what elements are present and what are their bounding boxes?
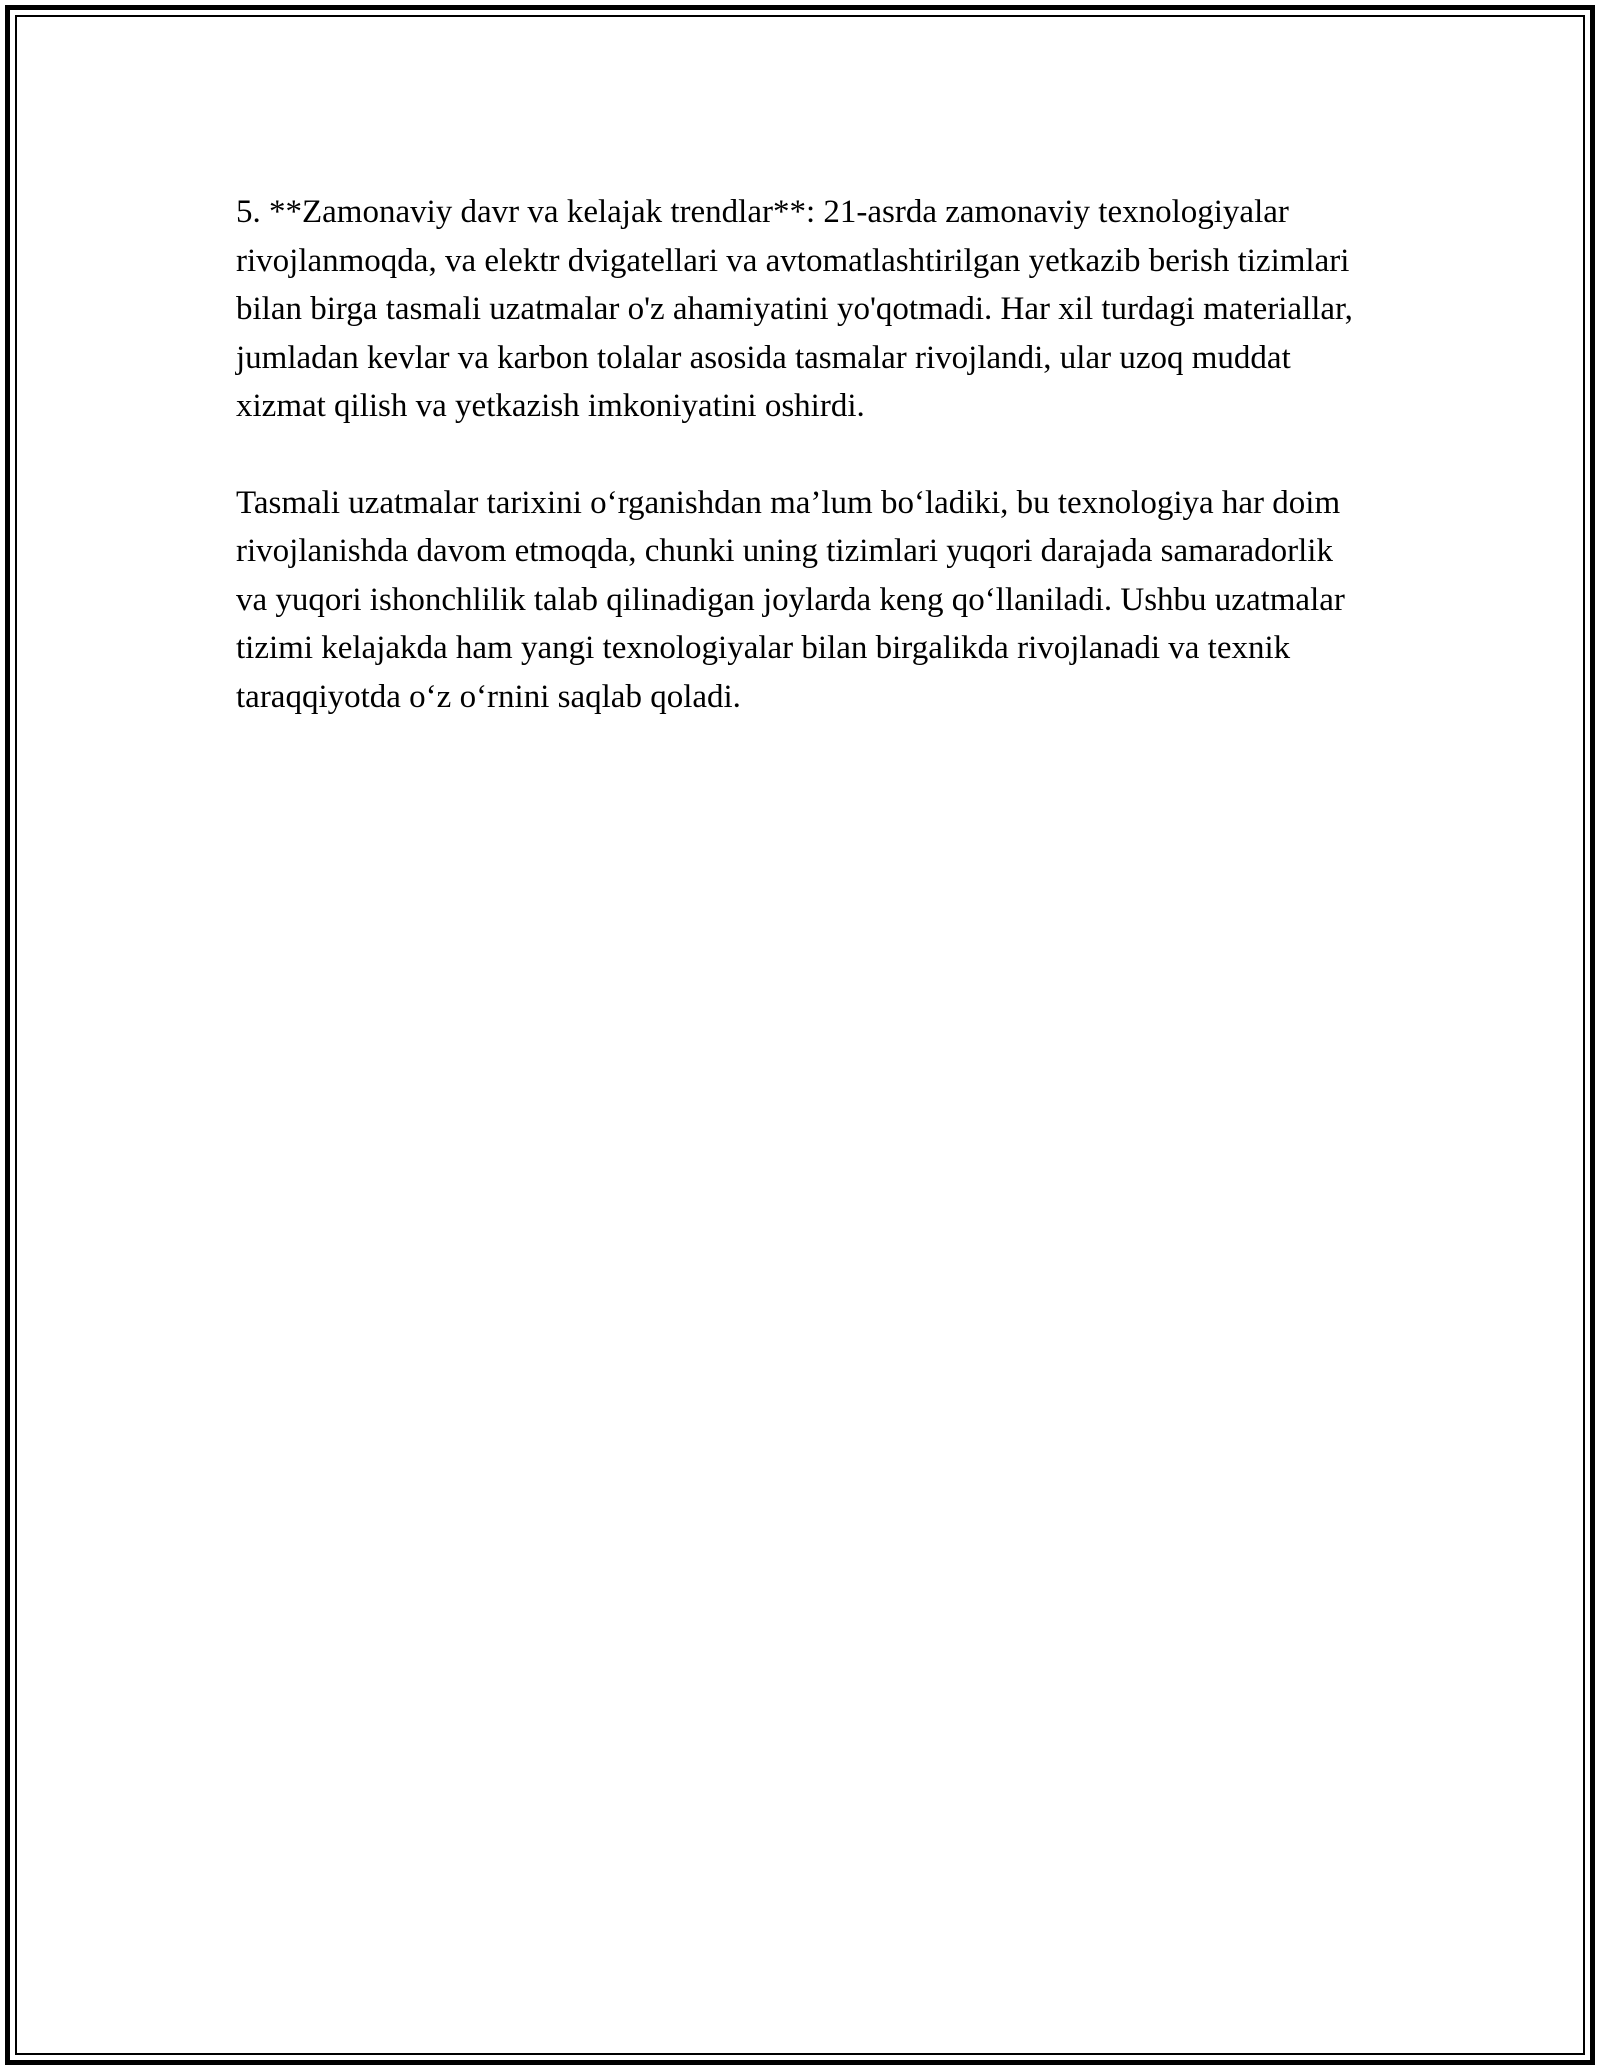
document-body bbox=[236, 188, 1366, 769]
paragraph-modern-era: 5. **Zamonaviy davr va kelajak trendlar**: 21-asrda zamonaviy texnologiyalar rivojlanmoqda, va elektr dvigatellari va avtomatlashtirilgan yetkazib berish tizimlari bilan birga tasmali uzatmalar o'z ahamiyatini yo'qotmadi. Har xil turdagi materiallar, jumladan kevlar va karbon tolalar asosida tasmalar rivojlandi, ular uzoq muddat xizmat qilish va yetkazish imkoniyatini oshirdi. bbox=[236, 194, 1353, 424]
paragraph-conclusion: Tasmali uzatmalar tarixini o‘rganishdan ma’lum bo‘ladiki, bu texnologiya har doim rivojlanishda davom etmoqda, chunki uning tizimlari yuqori darajada samaradorlik va yuqori ishonchlilik talab qilinadigan joylarda keng qo‘llaniladi. Ushbu uzatmalar tizimi kelajakda ham yangi texnologiyalar bilan birgalikda rivojlanadi va texnik taraqqiyotda o‘z o‘rnini saqlab qoladi. bbox=[236, 484, 1345, 715]
